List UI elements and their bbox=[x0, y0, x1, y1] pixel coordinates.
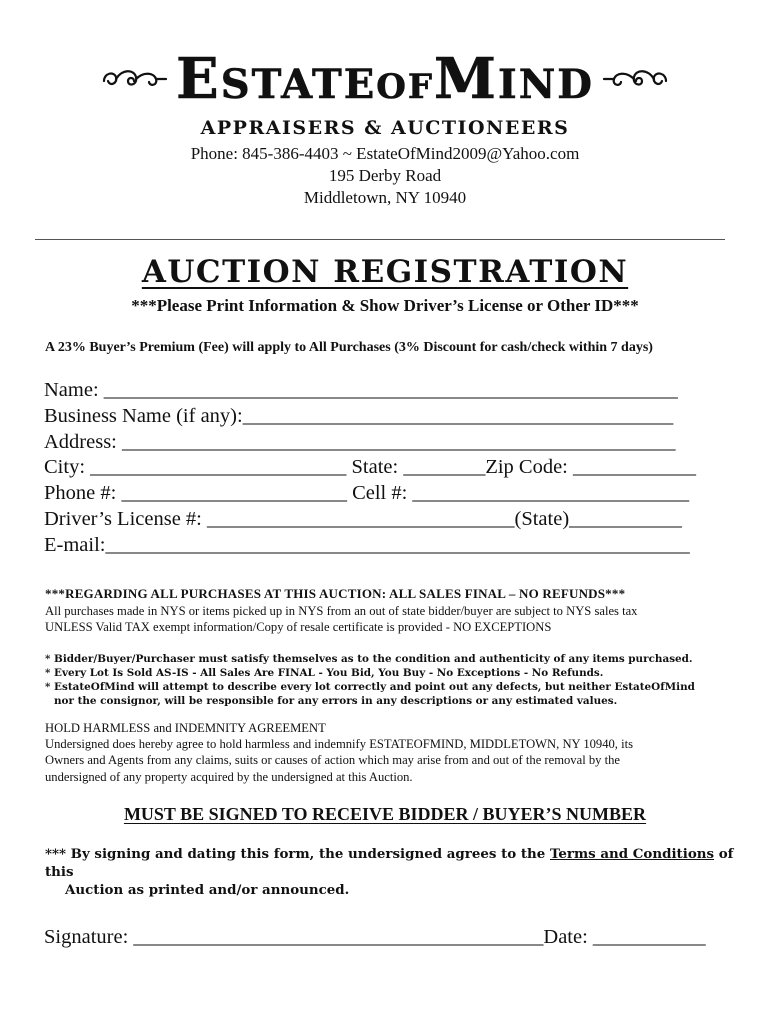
business-name-field[interactable]: Business Name (if any):__________________________________________ bbox=[44, 404, 674, 427]
hold-harmless-line: Owners and Agents from any claims, suits or causes of action which may arise from and out of the removal by the bbox=[45, 753, 620, 768]
signature-date-field[interactable]: Signature: ________________________________________Date: ___________ bbox=[44, 926, 706, 948]
contact-line: Phone: 845-386-4403 ~ EstateOfMind2009@Yahoo.com bbox=[190, 144, 580, 163]
company-subtitle: APPRAISERS & AUCTIONEERS bbox=[200, 117, 570, 139]
header-divider bbox=[35, 239, 725, 240]
phone-cell-field[interactable]: Phone #: ______________________ Cell #: ___________________________ bbox=[44, 482, 690, 505]
hold-harmless-line: undersigned of any property acquired by the undersigned at this Auction. bbox=[45, 769, 413, 784]
terms-bullet: * Bidder/Buyer/Purchaser must satisfy themselves as to the condition and authenticity of any items purchased. bbox=[45, 653, 693, 665]
sales-tax-line-1: All purchases made in NYS or items picked up in NYS from an out of state bidder/buyer are subject to NYS sales tax bbox=[45, 604, 638, 618]
hold-harmless-line: Undersigned does hereby agree to hold harmless and indemnify ESTATEOFMIND, MIDDLETOWN, NY 10940, its bbox=[45, 737, 633, 752]
buyer-premium-note: A 23% Buyer’s Premium (Fee) will apply to All Purchases (3% Discount for cash/check within 7 days) bbox=[45, 340, 653, 355]
hold-harmless-title: HOLD HARMLESS and INDEMNITY AGREEMENT bbox=[45, 721, 326, 735]
terms-bullet: * EstateOfMind will attempt to describe every lot correctly and point out any defects, but neither EstateOfMind bbox=[45, 681, 695, 693]
terms-bullet: nor the consignor, will be responsible for any errors in any descriptions or any estimated values. bbox=[54, 695, 618, 707]
city-state-zip-field[interactable]: City: _________________________ State: ________Zip Code: ____________ bbox=[44, 456, 697, 479]
agreement-line-2: Auction as printed and/or announced. bbox=[65, 882, 350, 898]
right-flourish-icon bbox=[602, 59, 672, 99]
logo bbox=[0, 44, 770, 114]
address-field[interactable]: Address: ______________________________________________________ bbox=[44, 430, 676, 453]
page-title: AUCTION REGISTRATION bbox=[141, 254, 629, 290]
terms-bullet: * Every Lot Is Sold AS-IS - All Sales Are FINAL - You Bid, You Buy - No Exceptions - No Refunds. bbox=[45, 667, 604, 679]
print-info-note: ***Please Print Information & Show Driver’s License or Other ID*** bbox=[131, 296, 639, 315]
name-field[interactable]: Name: ________________________________________________________ bbox=[44, 379, 678, 401]
agreement-text-start: *** By signing and dating this form, the undersigned agrees to the bbox=[45, 846, 550, 862]
sales-tax-notice bbox=[45, 603, 735, 635]
terms-and-conditions-link[interactable]: Terms and Conditions bbox=[549, 846, 715, 862]
all-sales-final-heading: ***REGARDING ALL PURCHASES AT THIS AUCTION: ALL SALES FINAL – NO REFUNDS*** bbox=[45, 586, 626, 601]
address-line-1: 195 Derby Road bbox=[328, 166, 442, 185]
agreement-text bbox=[45, 845, 735, 899]
email-field[interactable]: E-mail:_________________________________________________________ bbox=[44, 533, 690, 556]
hold-harmless-section bbox=[45, 720, 735, 785]
left-flourish-icon bbox=[98, 59, 168, 99]
must-sign-heading: MUST BE SIGNED TO RECEIVE BIDDER / BUYER’S NUMBER bbox=[123, 804, 647, 824]
terms-bullets bbox=[45, 652, 745, 708]
registration-fields bbox=[44, 378, 734, 559]
company-logo-text: ESTATEOFMIND bbox=[176, 46, 594, 112]
agreement-text-end: of this bbox=[45, 846, 734, 880]
sales-tax-line-2: UNLESS Valid TAX exempt information/Copy of resale certificate is provided - NO EXCEPTIONS bbox=[45, 620, 552, 634]
drivers-license-field[interactable]: Driver’s License #: ______________________________(State)___________ bbox=[44, 507, 682, 530]
address-line-2: Middletown, NY 10940 bbox=[303, 188, 467, 207]
